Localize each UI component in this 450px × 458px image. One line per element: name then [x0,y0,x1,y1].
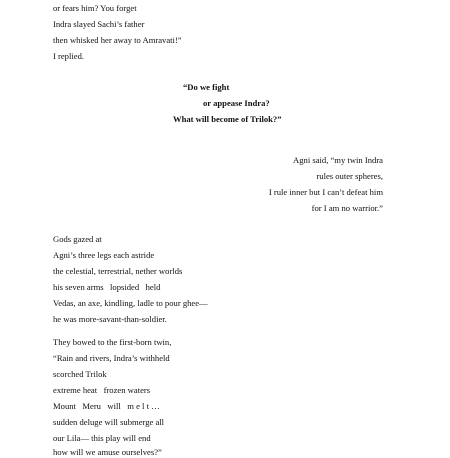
poem-line: Gods gazed at [53,234,102,244]
poem-line: sudden deluge will submerge all [53,417,165,427]
poem-line: “Rain and rivers, Indra’s withheld [53,353,170,363]
poem-line-bold: “Do we fight [183,82,230,92]
poem-line: Agni’s three legs each astride [53,250,155,260]
poem-line-bold: or appease Indra? [203,98,270,108]
poem-line: he was more-savant-than-soldier. [53,314,167,324]
poem-line: the celestial, terrestrial, nether worlds [53,266,183,276]
poem-line: Vedas, an axe, kindling, ladle to pour ghee— [53,298,208,308]
poem-line: or fears him? You forget [53,3,137,13]
poem-line: his seven arms lopsided held [53,282,161,292]
poem-line: how will we amuse ourselves?” [53,447,162,457]
poem-line: rules outer spheres, [316,171,383,181]
poem-line: scorched Trilok [53,369,107,379]
poem-line: They bowed to the first-born twin, [53,337,172,347]
poem-line: then whisked her away to Amravati!” [53,35,182,45]
poem-line: I replied. [53,51,85,61]
poem-line: Indra slayed Sachi’s father [53,19,145,29]
poem-line: Mount Meru will m e l t … [53,401,160,411]
poem-line-bold: What will become of Trilok?” [173,114,282,124]
poem-line: Agni said, “my twin Indra [293,155,383,165]
poem-line: for I am no warrior.” [311,203,383,213]
poem-line: extreme heat frozen waters [53,385,151,395]
poem-line: our Lila— this play will end [53,433,151,443]
poem-line: I rule inner but I can’t defeat him [268,187,383,197]
